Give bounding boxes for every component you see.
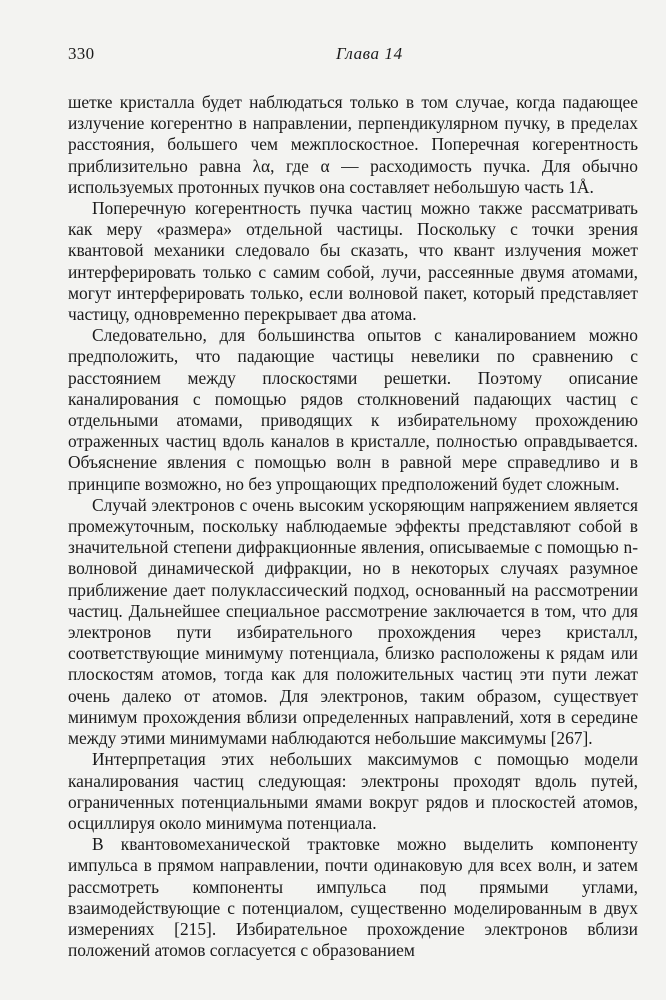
paragraph: Поперечную когерентность пучка частиц можно также рассматривать как меру «размера» отдельной частицы. Поскольку с точки зрения квантовой механики следовало бы сказать, что квант излучения может интерферировать только с самим собой, лучи, рассеянные двумя атомами, могут интерферировать только, если волновой пакет, который представляет частицу, одновременно перекрывает два атома. xyxy=(68,198,638,325)
running-head: Глава 14 xyxy=(336,44,403,63)
body-text xyxy=(68,92,638,961)
paragraph-continuation: шетке кристалла будет наблюдаться только в том случае, когда падающее излучение когерентно в направлении, перпендикулярном пучку, в пределах расстояния, большего чем межплоскостное. Поперечная когерентность приблизительно равна λα, где α — расходимость пучка. Для обычно используемых протонных пучков она составляет небольшую часть 1Å. xyxy=(68,92,638,197)
page-header xyxy=(0,44,666,74)
page-number: 330 xyxy=(68,44,95,63)
paragraph: В квантовомеханической трактовке можно выделить компоненту импульса в прямом направлении, почти одинаковую для всех волн, и затем рассмотреть компоненты импульса под прямыми углами, взаимодействующие с потенциалом, существенно моделированным в двух измерениях [215]. Избирательное прохождение электронов вблизи положений атомов согласуется с образованием xyxy=(68,834,638,961)
paragraph: Случай электронов с очень высоким ускоряющим напряжением является промежуточным, поскольку наблюдаемые эффекты представляют собой в значительной степени дифракционные явления, описываемые с помощью n-волновой динамической дифракции, но в некоторых случаях разумное приближение дает полуклассический подход, основанный на рассмотрении частиц. Дальнейшее специальное рассмотрение заключается в том, что для электронов пути избирательного прохождения через кристалл, соответствующие минимуму потенциала, близко расположены к рядам или плоскостям атомов, тогда как для положительных частиц эти пути лежат очень далеко от атомов. Для электронов, таким образом, существует минимум прохождения вблизи определенных направлений, хотя в середине между этими минимумами наблюдаются небольшие максимумы [267]. xyxy=(68,494,638,749)
paragraph: Интерпретация этих небольших максимумов с помощью модели каналирования частиц следующая: электроны проходят вдоль путей, ограниченных потенциальными ямами вокруг рядов и плоскостей атомов, осциллируя около минимума потенциала. xyxy=(68,749,638,833)
paragraph: Следовательно, для большинства опытов с каналированием можно предположить, что падающие частицы невелики по сравнению с расстоянием между плоскостями решетки. Поэтому описание каналирования с помощью рядов столкновений падающих частиц с отдельными атомами, приводящих к избирательному прохождению отраженных частиц вдоль каналов в кристалле, полностью оправдывается. Объяснение явления с помощью волн в равной мере справедливо и в принципе возможно, но без упрощающих предположений будет сложным. xyxy=(68,325,638,494)
